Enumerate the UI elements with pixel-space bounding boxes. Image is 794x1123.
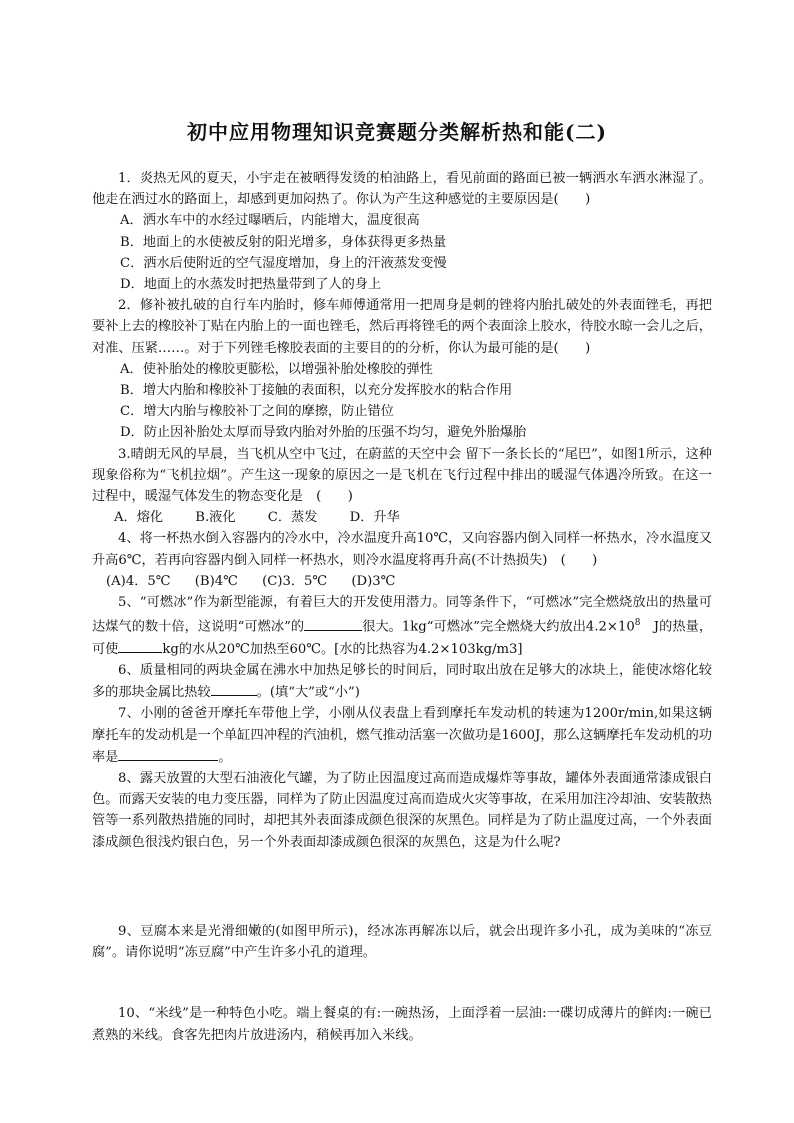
question-7 [92, 703, 712, 768]
question-3-option-a: A．熔化 [114, 510, 164, 526]
question-5 [92, 592, 712, 660]
answer-space-9 [92, 963, 712, 1003]
question-5-text-2: 很大。1kg“可燃冰”完全燃烧大约放出4.2×10 [362, 619, 635, 635]
question-3-option-c: C．蒸发 [267, 510, 318, 526]
question-4-options [92, 571, 712, 592]
question-5-exponent: 8 [634, 618, 641, 629]
question-7-text-1: 7、小刚的爸爸开摩托车带他上学，小刚从仪表盘上看到摩托车发动机的转速为1200r/min,如果这辆摩托车的发动机是一个单缸四冲程的汽油机，燃气推动活塞一次做功是1600J，那么这辆摩托车发动机的功率是 [92, 706, 712, 765]
question-6-text-1: 6、质量相同的两块金属在沸水中加热足够长的时间后，同时取出放在足够大的冰块上，能使冰熔化较多的那块金属比热较 [92, 663, 712, 701]
question-4-stem: 4、将一杯热水倒入容器内的冷水中，冷水温度升高10℃，又向容器内倒入同样一杯热水，冷水温度又升高6℃，若再向容器内倒入同样一杯热水，则冷水温度将再升高(不计热损失) ( ) [92, 531, 712, 568]
question-4-option-b: (B)4℃ [194, 573, 238, 589]
answer-space-8 [92, 853, 712, 921]
question-5-text-1: 5、“可燃冰”作为新型能源，有着巨大的开发使用潜力。同等条件下，“可燃冰”完全燃烧放出的热量可达煤气的数十倍，这说明“可燃冰”的 [92, 595, 712, 635]
question-9-stem: 9、豆腐本来是光滑细嫩的(如图甲所示)，经冰冻再解冻以后，就会出现许多小孔，成为美味的“冻豆腐”。请你说明“冻豆腐”中产生许多小孔的道理。 [92, 923, 712, 961]
question-6-blank[interactable] [211, 681, 257, 696]
question-3-options [92, 507, 712, 528]
question-6-text-2: 。(填“大”或“小”) [256, 685, 360, 701]
question-5-text-3: J的热量，可使 [92, 619, 713, 657]
question-1-option-a: A．洒水车中的水经过曝晒后，内能增大，温度很高 [120, 213, 420, 229]
question-2-option-a: A．使补胎处的橡胶更膨松，以增强补胎处橡胶的弹性 [120, 361, 433, 377]
question-2-option-c: C．增大内胎与橡胶补丁之间的摩擦，防止错位 [120, 404, 394, 420]
question-5-blank-1[interactable] [304, 616, 362, 631]
question-2-stem: 2．修补被扎破的自行车内胎时，修车师傅通常用一把周身是刺的锉将内胎扎破处的外表面锉毛，再把要补上去的橡胶补丁贴在内胎上的一面也锉毛，然后再将锉毛的两个表面涂上胶水，待胶水晾一会儿之后，对准、压紧……。对于下列锉毛橡胶表面的主要目的的分析，你认为最可能的是( ) [92, 298, 712, 356]
question-7-blank[interactable] [118, 746, 218, 761]
question-4-option-a: (A)4．5℃ [106, 573, 171, 589]
question-3-option-b: B.液化 [195, 510, 236, 526]
question-1-option-c: C．洒水后使附近的空气湿度增加，身上的汗液蒸发变慢 [120, 255, 447, 271]
question-3-option-d: D．升华 [349, 510, 400, 526]
question-10-stem: 10、“米线”是一种特色小吃。端上餐桌的有:一碗热汤，上面浮着一层油:一碟切成薄片的鲜肉:一碗已煮熟的米线。食客先把肉片放进汤内，稍候再加入米线。 [92, 1006, 712, 1043]
question-7-text-2: 。 [218, 749, 232, 765]
question-6 [92, 660, 712, 703]
question-1-option-d: D．地面上的水蒸发时把热量带到了人的身上 [120, 277, 382, 293]
document-body [92, 168, 712, 1046]
question-3-stem: 3.晴朗无风的早晨，当飞机从空中飞过，在蔚蓝的天空中会 留下一条长长的“尾巴”，如图1所示，这种现象俗称为“飞机拉烟”。产生这一现象的原因之一是飞机在飞行过程中排出的暖湿气体遇冷所致。在这一过程中，暖湿气体发生的物态变化是 ( ) [92, 446, 712, 505]
question-1-stem: 1．炎热无风的夏天，小宇走在被晒得发烫的柏油路上，看见前面的路面已被一辆洒水车洒水淋湿了。他走在洒过水的路面上，却感到更加闷热了。你认为产生这种感觉的主要原因是( ) [92, 171, 712, 208]
question-2-option-b: B．增大内胎和橡胶补丁接触的表面积，以充分发挥胶水的粘合作用 [120, 383, 513, 399]
question-5-text-4: kg的水从20℃加热至60℃。[水的比热容为4.2×103kg/m3] [162, 641, 523, 657]
question-4-option-c: (C)3．5℃ [262, 573, 328, 589]
question-4-option-d: (D)3℃ [351, 573, 396, 589]
question-1-option-b: B．地面上的水使被反射的阳光增多，身体获得更多热量 [120, 234, 447, 250]
question-2-option-d: D．防止因补胎处太厚而导致内胎对外胎的压强不均匀，避免外胎爆胎 [120, 425, 527, 441]
question-8-stem: 8、露天放置的大型石油液化气罐，为了防止因温度过高而造成爆炸等事故，罐体外表面通常漆成银白色。而露天安装的电力变压器，同样为了防止因温度过高而造成火灾等事故，在采用加注冷却油、安装散热管等一系列散热措施的同时，却把其外表面漆成颜色很深的灰黑色。同样是为了防止温度过高，一个外表面漆成颜色很浅灼银白色，另一个外表面却漆成颜色很深的灰黑色，这是为什么呢? [92, 771, 712, 850]
document-title: 初中应用物理知识竞赛题分类解析热和能(二) [187, 120, 607, 144]
question-5-blank-2[interactable] [118, 638, 162, 653]
